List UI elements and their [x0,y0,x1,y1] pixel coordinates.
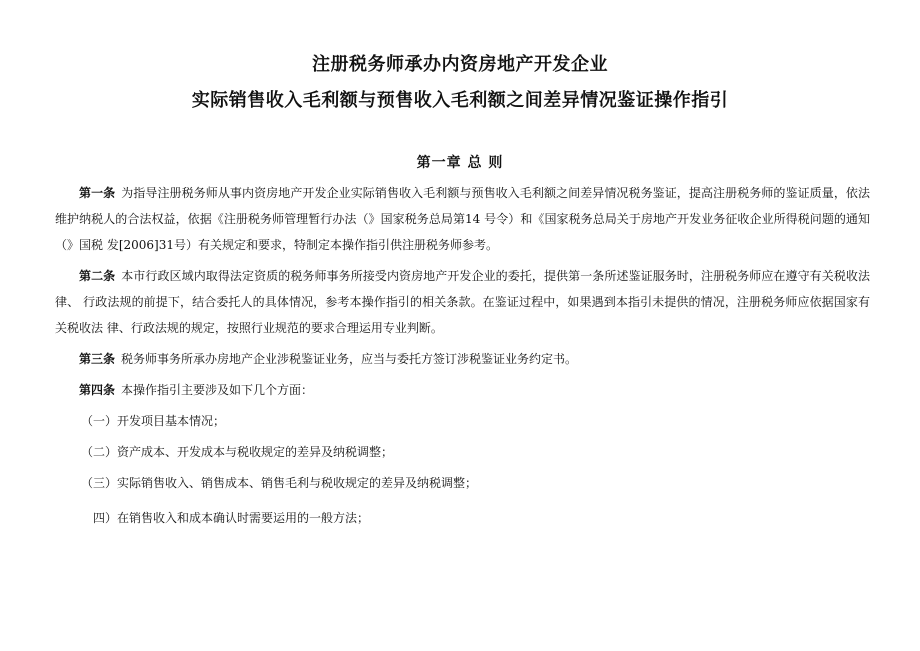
article-4-text: 本操作指引主要涉及如下几个方面： [121,383,314,397]
article-3 [55,346,870,372]
document-title-line2: 实际销售收入毛利额与预售收入毛利额之间差异情况鉴证操作指引 [191,90,729,111]
article-4 [55,377,870,403]
article-4-lead: 第四条 [79,383,116,397]
article-2 [55,263,870,341]
document-body [55,180,870,536]
document-title-line1: 注册税务师承办内资房地产开发企业 [312,54,608,75]
list-item-1: （一）开发项目基本情况； [81,414,226,428]
list-item-2: （二）资产成本、开发成本与税收规定的差异及纳税调整； [81,445,394,459]
article-1 [55,180,870,258]
chapter-heading: 第一章 总 则 [416,155,504,171]
article-3-lead: 第三条 [79,352,116,366]
list-item-4: 四）在销售收入和成本确认时需要运用的一般方法； [93,511,370,525]
article-2-text: 本市行政区域内取得法定资质的税务师事务所接受内资房地产开发企业的委托，提供第一条所述鉴证服务时，注册税务师应在遵守有关税收法律、 行政法规的前提下，结合委托人的具体情况，参考本操作指引的相关条款。在鉴证过程中，如果遇到本指引未提供的情况，注册税务师应依据国家有关税收法 律、行政法规的规定，按照行业规范的要求合理运用专业判断。 [55,269,870,335]
article-1-text: 为指导注册税务师从事内资房地产开发企业实际销售收入毛利额与预售收入毛利额之间差异情况税务鉴证，提高注册税务师的鉴证质量，依法维护纳税人的合法权益，依据《注册税务师管理暂行办法（》国家税务总局第14 号令）和《国家税务总局关于房地产开发业务征收企业所得税问题的通知（》国税 发[2006]31号）有关规定和要求，特制定本操作指引供注册税务师参考。 [55,186,870,252]
list-item-3: （三）实际销售收入、销售成本、销售毛利与税收规定的差异及纳税调整； [81,476,478,490]
article-3-text: 税务师事务所承办房地产企业涉税鉴证业务，应当与委托方签订涉税鉴证业务约定书。 [121,352,578,366]
article-2-lead: 第二条 [79,269,116,283]
article-1-lead: 第一条 [79,186,116,200]
